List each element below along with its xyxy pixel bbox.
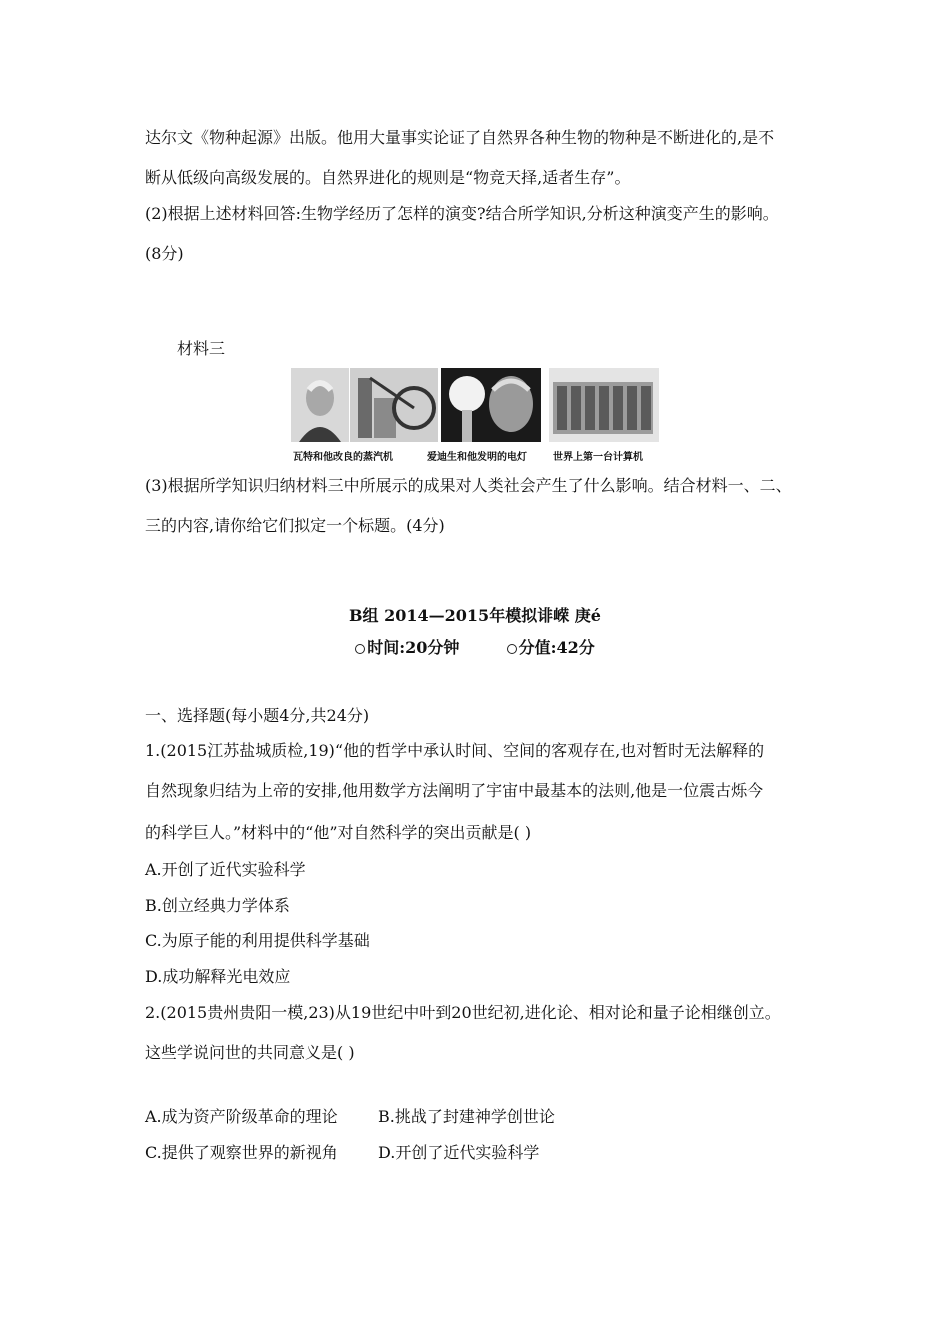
check-circle-icon [507,644,517,654]
item-1-option-c: C.为原子能的利用提供科学基础 [145,931,370,950]
item-2-option-c: C.提供了观察世界的新视角 [145,1143,338,1162]
steam-engine-image [350,368,438,442]
figure-captions [291,448,659,462]
paragraph-line: 断从低级向高级发展的。自然界进化的规则是“物竞天择,适者生存”。 [145,168,631,187]
score-total: 分值:42分 [518,638,595,657]
watt-portrait-image [291,368,349,442]
question-3-text: (3)根据所学知识归纳材料三中所展示的成果对人类社会产生了什么影响。结合材料一、二、 [145,476,792,495]
section-heading: 一、选择题(每小题4分,共24分) [145,706,370,725]
group-b-meta [0,637,950,659]
clock-icon [355,644,365,654]
item-1-option-d: D.成功解释光电效应 [145,967,291,986]
item-2-option-a: A.成为资产阶级革命的理论 [145,1107,338,1126]
item-1-stem: 的科学巨人。”材料中的“他”对自然科学的突出贡献是( ) [145,823,532,842]
first-computer-image [549,368,659,442]
question-3-text: 三的内容,请你给它们拟定一个标题。(4分) [145,516,445,535]
item-1-option-b: B.创立经典力学体系 [145,896,290,915]
caption-watt: 瓦特和他改良的蒸汽机 [293,452,393,463]
item-2-stem: 2.(2015贵州贵阳一模,23)从19世纪中叶到20世纪初,进化论、相对论和量子论相继创立。 [145,1003,781,1022]
item-1-stem: 自然现象归结为上帝的安排,他用数学方法阐明了宇宙中最基本的法则,他是一位震古烁今 [145,781,764,800]
item-1-stem: 1.(2015江苏盐城质检,19)“他的哲学中承认时间、空间的客观存在,也对暂时无法解释的 [145,741,765,760]
item-1-option-a: A.开创了近代实验科学 [145,860,306,879]
caption-edison: 爱迪生和他发明的电灯 [427,452,527,463]
item-2-option-d: D.开创了近代实验科学 [378,1143,540,1162]
material-3-label: 材料三 [177,339,226,358]
item-2-option-b: B.挑战了封建神学创世论 [378,1107,555,1126]
question-2-score: (8分) [145,244,184,263]
edison-lightbulb-image [441,368,541,442]
time-limit: 时间:20分钟 [367,638,460,657]
group-b-title: B组 2014—2015年模拟诽嵘 庚é [349,606,601,625]
item-2-stem: 这些学说问世的共同意义是( ) [145,1043,355,1062]
caption-computer: 世界上第一台计算机 [553,452,643,463]
material-3-figure [291,368,659,464]
question-2-text: (2)根据上述材料回答:生物学经历了怎样的演变?结合所学知识,分析这种演变产生的影响。 [145,204,779,223]
paragraph-line: 达尔文《物种起源》出版。他用大量事实论证了自然界各种生物的物种是不断进化的,是不 [145,128,775,147]
